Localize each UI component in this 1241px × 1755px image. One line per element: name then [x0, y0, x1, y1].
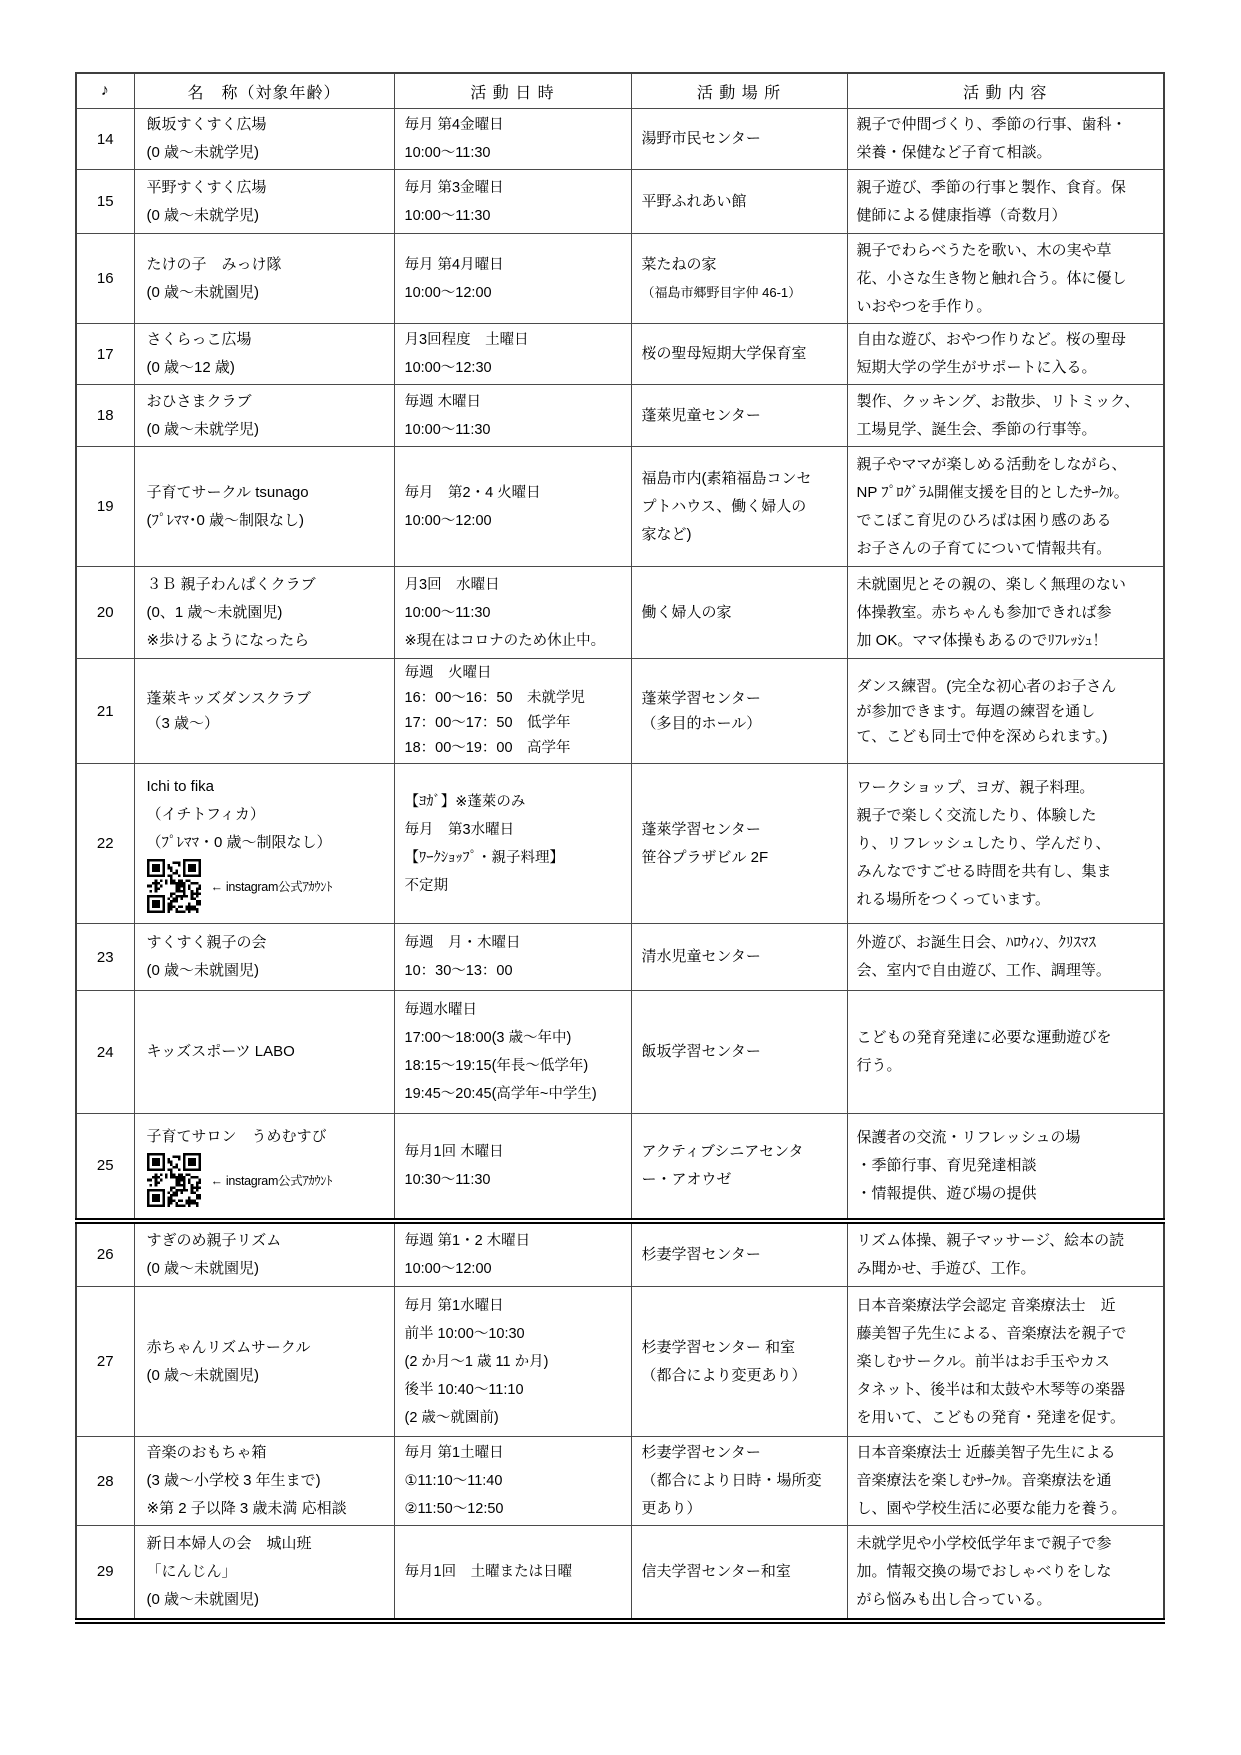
cell-place	[631, 924, 847, 991]
text-line: ②11:50～12:50	[404, 1501, 504, 1517]
row-number: 14	[76, 109, 134, 170]
cell-place	[631, 170, 847, 234]
cell-datetime	[394, 1221, 631, 1287]
cell-name	[134, 385, 394, 447]
text-line: 藤美智子先生による、音楽療法を親子で	[856, 1324, 1127, 1342]
text-line: 蓬萊児童センター	[641, 406, 761, 424]
text-line: 毎週 火曜日	[404, 665, 492, 681]
text-line: 健師による健康指導（奇数月）	[856, 206, 1067, 224]
text-line: 10:00～11:30	[404, 145, 491, 161]
text-line: 16：00～16：50 未就学児	[404, 690, 586, 706]
text-line: 親子で仲間づくり、季節の行事、歯科・	[856, 116, 1127, 133]
cell-datetime	[394, 659, 631, 764]
text-line: 新日本婦人の会 城山班	[146, 1534, 312, 1552]
text-line: 行う。	[856, 1057, 902, 1074]
table-row	[76, 659, 1164, 764]
row-number: 22	[76, 764, 134, 924]
row-number: 16	[76, 234, 134, 324]
text-line: 毎月 第1土曜日	[404, 1445, 504, 1461]
header-row	[76, 73, 1164, 109]
text-line: お子さんの子育てについて情報共有。	[856, 539, 1112, 557]
text-line: (0 歳～未就園児)	[146, 1590, 260, 1608]
row-number: 18	[76, 385, 134, 447]
row-number: 26	[76, 1221, 134, 1287]
cell-name	[134, 1526, 394, 1621]
text-line: 飯坂すくすく広場	[146, 116, 267, 133]
text-line: 日本音楽療法学会認定 音楽療法士 近	[856, 1296, 1116, 1314]
text-line: 工場見学、誕生会、季節の行事等。	[856, 420, 1097, 438]
text-line: 10:00～12:30	[404, 360, 492, 376]
text-line: 毎月1回 木曜日	[404, 1143, 504, 1160]
text-line: (2 歳～就園前)	[404, 1409, 499, 1426]
text-line: 18：00～19：00 高学年	[404, 740, 571, 756]
text-line: 毎月 第3水曜日	[404, 821, 515, 838]
text-line: 更あり）	[641, 1500, 702, 1517]
text-line: 「にんじん」	[146, 1562, 237, 1580]
cell-datetime	[394, 447, 631, 567]
table-row	[76, 1437, 1164, 1526]
text-line: 17：00～17：50 低学年	[404, 715, 571, 731]
text-line: 桜の聖母短期大学保育室	[641, 345, 807, 362]
cell-content	[847, 385, 1164, 447]
text-line: （ﾌﾟﾚﾏﾏ・0 歳～制限なし）	[146, 833, 332, 851]
cell-content	[847, 109, 1164, 170]
text-line: (0 歳～未就園児)	[146, 962, 260, 979]
cell-place	[631, 1526, 847, 1621]
text-line: 18:15～19:15(年長～低学年)	[404, 1058, 589, 1074]
text-line: 音楽のおもちゃ箱	[146, 1444, 267, 1461]
text-line: 毎月1回 土曜または日曜	[404, 1563, 573, 1580]
qr-block	[147, 859, 384, 913]
text-line: 蓬萊キッズダンスクラブ	[146, 690, 311, 707]
header-name: 名 称（対象年齢）	[134, 73, 394, 109]
cell-name	[134, 1221, 394, 1287]
cell-datetime	[394, 1526, 631, 1621]
cell-name	[134, 567, 394, 659]
text-line: (0、1 歳～未就園児)	[146, 603, 283, 621]
cell-datetime	[394, 1437, 631, 1526]
cell-datetime	[394, 764, 631, 924]
cell-datetime	[394, 385, 631, 447]
text-line: 清水児童センター	[641, 948, 761, 965]
cell-content	[847, 1287, 1164, 1437]
cell-datetime	[394, 924, 631, 991]
cell-content	[847, 324, 1164, 385]
header-content: 活 動 内 容	[847, 73, 1164, 109]
text-line: (0 歳～12 歳)	[146, 359, 235, 376]
cell-datetime	[394, 991, 631, 1114]
text-line: 【ﾜｰｸｼｮｯﾌﾟ・親子料理】	[404, 849, 564, 866]
text-line: 毎月 第4金曜日	[404, 117, 504, 133]
text-line: 信夫学習センター和室	[641, 1562, 791, 1580]
text-line: 前半 10:00～10:30	[404, 1325, 525, 1342]
text-line: 後半 10:40～11:10	[404, 1381, 524, 1398]
text-line: 平野すくすく広場	[146, 178, 267, 196]
text-line: 笹谷プラザビル 2F	[641, 848, 769, 866]
text-line: 製作、クッキング、お散歩、リトミック、	[856, 392, 1140, 410]
activity-table	[75, 72, 1165, 1624]
cell-name	[134, 447, 394, 567]
table-row	[76, 567, 1164, 659]
text-line: 福島市内(素箱福島コンセ	[641, 469, 812, 487]
cell-name	[134, 659, 394, 764]
table-row	[76, 109, 1164, 170]
cell-content	[847, 567, 1164, 659]
text-line: 短期大学の学生がサポートに入る。	[856, 359, 1097, 376]
text-line: 音楽療法を楽しむｻｰｸﾙ。音楽療法を通	[856, 1472, 1112, 1489]
text-line: 【ﾖｶﾞ】※蓬萊のみ	[404, 793, 526, 810]
text-line: 加。情報交換の場でおしゃべりをしな	[856, 1562, 1112, 1580]
text-line: 毎週 第1・2 木曜日	[404, 1232, 531, 1249]
table-row	[76, 170, 1164, 234]
table-row	[76, 1526, 1164, 1621]
row-number: 21	[76, 659, 134, 764]
cell-datetime	[394, 567, 631, 659]
table-row	[76, 991, 1164, 1114]
table-row	[76, 324, 1164, 385]
text-line: み聞かせ、手遊び、工作。	[856, 1259, 1036, 1277]
text-line: さくらっこ広場	[146, 331, 252, 348]
text-line: ・季節行事、育児発達相談	[856, 1156, 1037, 1174]
text-line: (3 歳～小学校 3 年生まで)	[146, 1472, 321, 1489]
text-line: 楽しむサークル。前半はお手玉やカス	[856, 1352, 1110, 1370]
cell-content	[847, 764, 1164, 924]
cell-place	[631, 1221, 847, 1287]
instagram-qr-code	[147, 1153, 201, 1207]
cell-content	[847, 1526, 1164, 1621]
cell-content	[847, 234, 1164, 324]
cell-content	[847, 1221, 1164, 1287]
cell-place	[631, 567, 847, 659]
text-line: 加 OK。ママ体操もあるのでﾘﾌﾚｯｼｭ！	[856, 631, 1108, 649]
instagram-qr-code	[147, 859, 201, 913]
text-line: （3 歳～）	[146, 715, 220, 732]
header-place: 活 動 場 所	[631, 73, 847, 109]
text-line: いおやつを手作り。	[856, 297, 992, 315]
table-row	[76, 447, 1164, 567]
text-line: 外遊び、お誕生日会、ﾊﾛｳｨﾝ、ｸﾘｽﾏｽ	[856, 934, 1096, 951]
text-line: NP ﾌﾟﾛｸﾞﾗﾑ開催支援を目的としたｻｰｸﾙ。	[856, 483, 1129, 501]
text-line: 毎月 第2・4 火曜日	[404, 484, 541, 501]
cell-place	[631, 1287, 847, 1437]
qr-caption: ← instagram公式ｱｶｳﾝﾄ	[210, 879, 333, 894]
text-line: こどもの発育発達に必要な運動遊びを	[856, 1029, 1112, 1046]
cell-place	[631, 324, 847, 385]
table-row	[76, 764, 1164, 924]
text-line: 10:00～12:00	[404, 284, 492, 301]
cell-name	[134, 764, 394, 924]
cell-place	[631, 447, 847, 567]
cell-datetime	[394, 109, 631, 170]
cell-name	[134, 109, 394, 170]
text-line: 体操教室。赤ちゃんも参加できれば参	[856, 603, 1112, 621]
text-line: 毎週水曜日	[404, 1002, 477, 1018]
text-line: リズム体操、親子マッサージ、絵本の読	[856, 1231, 1125, 1249]
row-number: 15	[76, 170, 134, 234]
text-line: （福島市郷野目字仲 46-1）	[641, 284, 802, 300]
text-line: 自由な遊び、おやつ作りなど。桜の聖母	[856, 331, 1126, 348]
cell-name	[134, 170, 394, 234]
text-line: 10:00～12:00	[404, 512, 492, 529]
cell-datetime	[394, 170, 631, 234]
table-row	[76, 924, 1164, 991]
text-line: ３Ｂ 親子わんぱくクラブ	[146, 575, 316, 593]
text-line: 蓬萊学習センター	[641, 820, 761, 838]
text-line: 親子で楽しく交流したり、体験した	[856, 806, 1097, 824]
text-line: おひさまクラブ	[146, 392, 252, 410]
text-line: て、こども同士で仲を深められます。)	[856, 727, 1108, 745]
activity-table-body	[76, 109, 1164, 1621]
row-number: 29	[76, 1526, 134, 1621]
cell-datetime	[394, 324, 631, 385]
cell-content	[847, 924, 1164, 991]
text-line: (2 か月～1 歳 11 か月)	[404, 1353, 549, 1370]
text-line: 平野ふれあい館	[641, 192, 747, 210]
cell-datetime	[394, 1287, 631, 1437]
text-line: れる場所をつくっています。	[856, 890, 1051, 908]
text-line: 未就学児や小学校低学年まで親子で参	[856, 1534, 1112, 1552]
cell-content	[847, 1114, 1164, 1221]
row-number: 24	[76, 991, 134, 1114]
text-line: り、リフレッシュしたり、学んだり、	[856, 834, 1111, 852]
cell-name	[134, 234, 394, 324]
text-line: 10:00～12:00	[404, 1260, 492, 1277]
text-line: 花、小さな生き物と触れ合う。体に優し	[856, 269, 1127, 287]
table-row	[76, 1287, 1164, 1437]
text-line: 子育てサークル tsunago	[146, 483, 309, 501]
row-number: 19	[76, 447, 134, 567]
text-line: 不定期	[404, 877, 448, 894]
text-line: 杉妻学習センター	[641, 1444, 761, 1461]
text-line: (0 歳～未就学児)	[146, 206, 260, 224]
text-line: 10:00～11:30	[404, 604, 491, 621]
text-line: 子育てサロン うめむすび	[146, 1127, 327, 1145]
cell-content	[847, 447, 1164, 567]
cell-place	[631, 991, 847, 1114]
text-line: 月3回 水曜日	[404, 576, 500, 593]
text-line: みんなですごせる時間を共有し、集ま	[856, 862, 1112, 880]
text-line: 未就園児とその親の、楽しく無理のない	[856, 575, 1126, 593]
cell-name	[134, 324, 394, 385]
text-line: 19:45～20:45(高学年~中学生)	[404, 1086, 597, 1102]
cell-place	[631, 109, 847, 170]
text-line: キッズスポーツ LABO	[146, 1043, 295, 1060]
text-line: (ﾌﾟﾚﾏﾏ･0 歳～制限なし)	[146, 511, 305, 529]
text-line: （多目的ホール）	[641, 715, 762, 732]
text-line: し、園や学校生活に必要な能力を養う。	[856, 1500, 1127, 1517]
text-line: ※第 2 子以降 3 歳未満 応相談	[146, 1500, 347, 1517]
cell-datetime	[394, 234, 631, 324]
text-line: 杉妻学習センター	[641, 1245, 761, 1263]
text-line: タネット、後半は和太鼓や木琴等の楽器	[856, 1380, 1126, 1398]
text-line: 日本音楽療法士 近藤美智子先生による	[856, 1444, 1116, 1461]
text-line: ダンス練習。(完全な初心者のお子さん	[856, 677, 1117, 695]
table-row	[76, 1114, 1164, 1221]
text-line: 10:30～11:30	[404, 1171, 491, 1188]
text-line: ※歩けるようになったら	[146, 631, 310, 649]
text-line: 10:00～11:30	[404, 207, 491, 224]
cell-datetime	[394, 1114, 631, 1221]
table-row	[76, 234, 1164, 324]
text-line: プトハウス、働く婦人の	[641, 497, 807, 515]
row-number: 25	[76, 1114, 134, 1221]
cell-place	[631, 1437, 847, 1526]
cell-name	[134, 1114, 394, 1221]
text-line: アクティブシニアセンタ	[641, 1142, 804, 1160]
text-line: ・情報提供、遊び場の提供	[856, 1184, 1037, 1202]
text-line: Ichi to fika	[146, 777, 215, 795]
text-line: が参加できます。毎週の練習を通し	[856, 702, 1096, 720]
cell-content	[847, 170, 1164, 234]
text-line: 月3回程度 土曜日	[404, 332, 529, 348]
text-line: 蓬萊学習センター	[641, 690, 761, 707]
text-line: ①11:10～11:40	[404, 1473, 503, 1489]
cell-place	[631, 234, 847, 324]
row-number: 27	[76, 1287, 134, 1437]
text-line: でこぼこ育児のひろばは困り感のある	[856, 511, 1112, 529]
cell-place	[631, 1114, 847, 1221]
cell-content	[847, 659, 1164, 764]
text-line: 毎週 木曜日	[404, 393, 482, 410]
text-line: ー・アオウゼ	[641, 1170, 732, 1188]
text-line: (0 歳～未就園児)	[146, 1259, 260, 1277]
text-line: がら悩みも出し合っている。	[856, 1590, 1052, 1608]
text-line: （都合により変更あり）	[641, 1366, 807, 1384]
text-line: 赤ちゃんリズムサークル	[146, 1338, 311, 1356]
text-line: 親子遊び、季節の行事と製作、食育。保	[856, 178, 1126, 196]
row-number: 20	[76, 567, 134, 659]
text-line: すぎのめ親子リズム	[146, 1231, 282, 1249]
text-line: (0 歳～未就学児)	[146, 420, 260, 438]
cell-place	[631, 385, 847, 447]
text-line: 菜たねの家	[641, 255, 717, 273]
text-line: 毎月 第3金曜日	[404, 179, 504, 196]
text-line: 毎月 第4月曜日	[404, 256, 504, 273]
cell-name	[134, 924, 394, 991]
cell-content	[847, 991, 1164, 1114]
text-line: 10：30～13：00	[404, 963, 513, 979]
text-line: 杉妻学習センター 和室	[641, 1338, 796, 1356]
text-line: 栄養・保健など子育て相談。	[856, 144, 1052, 161]
text-line: (0 歳～未就園児)	[146, 1366, 260, 1384]
text-line: を用いて、こどもの発育・発達を促す。	[856, 1408, 1126, 1426]
text-line: たけの子 みっけ隊	[146, 255, 282, 273]
text-line: 会、室内で自由遊び、工作、調理等。	[856, 962, 1111, 979]
text-line: （イチトフィカ）	[146, 805, 265, 823]
text-line: 毎週 月・木曜日	[404, 935, 521, 951]
text-line: (0 歳～未就学児)	[146, 144, 260, 161]
text-line: ※現在はコロナのため休止中。	[404, 632, 606, 649]
text-line: ワークショップ、ヨガ、親子料理。	[856, 778, 1095, 796]
text-line: （都合により日時・場所変	[641, 1472, 822, 1489]
text-line: 飯坂学習センター	[641, 1043, 761, 1060]
qr-caption: ← instagram公式ｱｶｳﾝﾄ	[210, 1173, 333, 1188]
text-line: 17:00～18:00(3 歳～年中)	[404, 1030, 572, 1046]
cell-place	[631, 764, 847, 924]
row-number: 23	[76, 924, 134, 991]
table-row	[76, 385, 1164, 447]
row-number: 28	[76, 1437, 134, 1526]
qr-block	[147, 1153, 384, 1207]
header-note-icon: ♪	[76, 73, 134, 109]
header-datetime: 活 動 日 時	[394, 73, 631, 109]
text-line: 10:00～11:30	[404, 421, 491, 438]
text-line: 家など)	[641, 525, 692, 543]
row-number: 17	[76, 324, 134, 385]
cell-content	[847, 1437, 1164, 1526]
text-line: 親子でわらべうたを歌い、木の実や草	[856, 241, 1112, 259]
text-line: (0 歳～未就園児)	[146, 283, 260, 301]
cell-place	[631, 659, 847, 764]
table-row	[76, 1221, 1164, 1287]
text-line: 毎月 第1水曜日	[404, 1297, 504, 1314]
text-line: 保護者の交流・リフレッシュの場	[856, 1128, 1081, 1146]
text-line: 親子やママが楽しめる活動をしながら、	[856, 455, 1127, 473]
text-line: 湯野市民センター	[641, 130, 761, 147]
text-line: すくすく親子の会	[146, 934, 267, 951]
cell-name	[134, 1287, 394, 1437]
text-line: 働く婦人の家	[641, 603, 732, 621]
cell-name	[134, 991, 394, 1114]
cell-name	[134, 1437, 394, 1526]
